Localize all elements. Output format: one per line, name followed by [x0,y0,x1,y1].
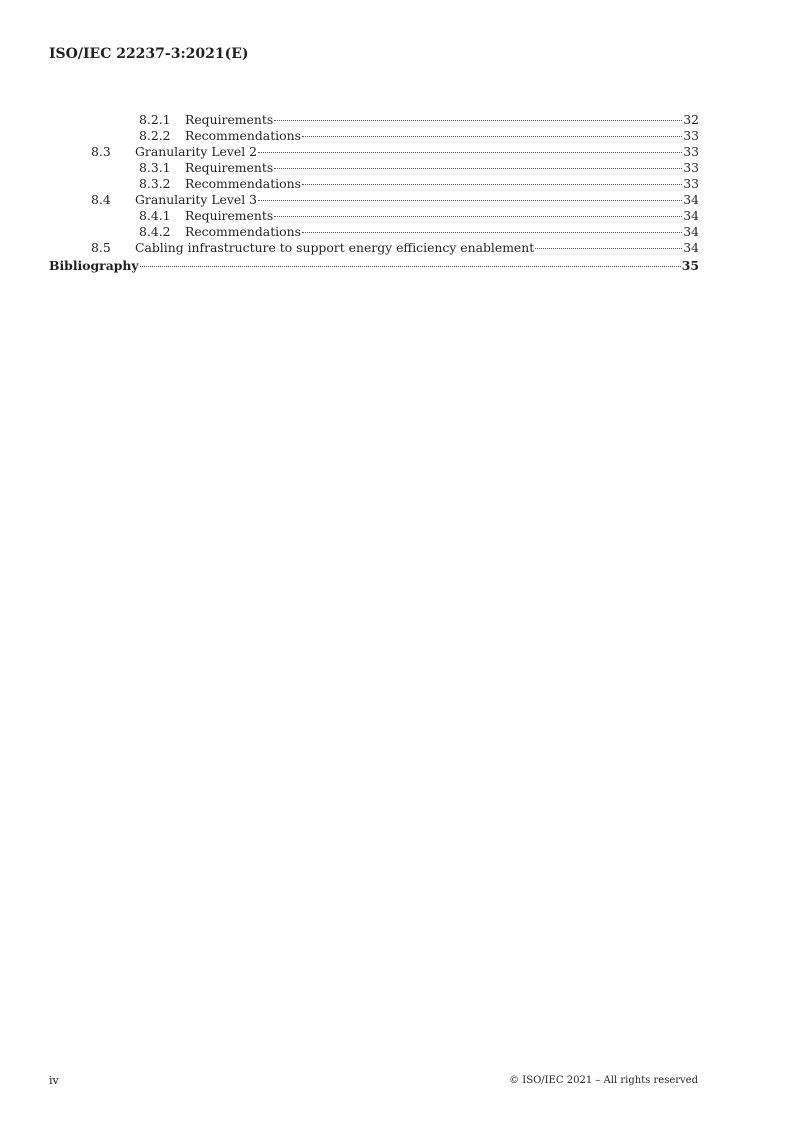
toc-entry-title: Recommendations [185,128,301,143]
dot-leader [302,184,682,185]
toc-entry-bibliography[interactable] [49,258,699,274]
toc-entry[interactable] [49,144,699,160]
toc-entry-number: 8.5 [91,240,111,255]
toc-entry-number: 8.3.2 [139,176,171,191]
toc-entry-page: 32 [683,112,699,127]
toc-entry-title: Bibliography [49,258,139,273]
toc-entry-page: 35 [681,258,699,273]
dot-leader [258,152,682,153]
dot-leader [140,266,681,267]
toc-entry-page: 33 [683,144,699,159]
toc-entry-number: 8.4 [91,192,111,207]
dot-leader [535,248,682,249]
dot-leader [258,200,682,201]
page-number: iv [49,1074,59,1087]
toc-entry[interactable] [49,208,699,224]
dot-leader [302,136,682,137]
dot-leader [274,216,682,217]
toc-entry-title: Requirements [185,112,274,127]
toc-entry[interactable] [49,128,699,144]
toc-entry-title: Requirements [185,208,274,223]
toc-entry[interactable] [49,176,699,192]
toc-entry[interactable] [49,192,699,208]
toc-entry-number: 8.4.2 [139,224,171,239]
toc-entry-title: Requirements [185,160,274,175]
toc-entry-number: 8.3.1 [139,160,171,175]
toc-entry-number: 8.2.2 [139,128,171,143]
toc-entry-page: 33 [683,160,699,175]
toc-entry-page: 33 [683,176,699,191]
toc-entry-title: Granularity Level 2 [135,144,258,159]
toc-entry-number: 8.2.1 [139,112,171,127]
toc-entry-page: 34 [683,240,699,255]
document-header: ISO/IEC 22237-3:2021(E) [49,46,249,62]
toc-entry-title: Cabling infrastructure to support energy efficiency enablement [135,240,535,255]
toc-entry-title: Recommendations [185,176,301,191]
table-of-contents [49,112,699,274]
toc-entry-page: 33 [683,128,699,143]
dot-leader [274,168,682,169]
toc-entry[interactable] [49,112,699,128]
toc-entry-number: 8.3 [91,144,111,159]
toc-entry[interactable] [49,224,699,240]
copyright-notice: © ISO/IEC 2021 – All rights reserved [509,1075,698,1086]
toc-entry[interactable] [49,160,699,176]
dot-leader [302,232,682,233]
toc-entry[interactable] [49,240,699,256]
dot-leader [274,120,682,121]
toc-entry-title: Granularity Level 3 [135,192,258,207]
toc-entry-number: 8.4.1 [139,208,171,223]
toc-entry-page: 34 [683,208,699,223]
toc-entry-page: 34 [683,224,699,239]
toc-entry-title: Recommendations [185,224,301,239]
toc-entry-page: 34 [683,192,699,207]
